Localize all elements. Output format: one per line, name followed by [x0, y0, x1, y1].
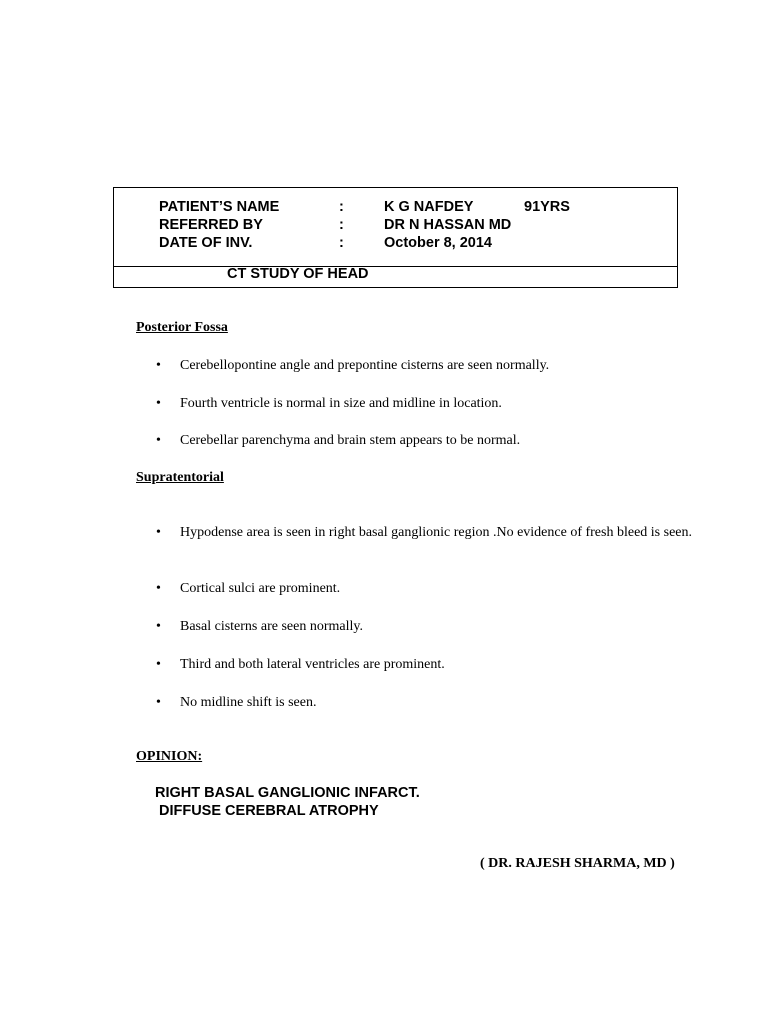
section-heading-posterior-fossa: Posterior Fossa: [136, 320, 228, 335]
radiologist-signature: ( DR. RAJESH SHARMA, MD ): [480, 856, 675, 871]
finding-text: Third and both lateral ventricles are prominent.: [180, 657, 445, 672]
patient-name-colon: :: [339, 199, 344, 215]
patient-name-label: PATIENT’S NAME: [159, 199, 280, 215]
finding-text: Fourth ventricle is normal in size and midline in location.: [180, 396, 502, 411]
bullet-icon: •: [156, 433, 161, 448]
list-item: [156, 524, 716, 542]
list-item: [156, 580, 716, 598]
bullet-icon: •: [156, 695, 161, 710]
finding-text: Basal cisterns are seen normally.: [180, 619, 363, 634]
bullet-icon: •: [156, 396, 161, 411]
list-item: [156, 395, 716, 413]
header-row-patient-name: [114, 198, 677, 216]
finding-text: No midline shift is seen.: [180, 695, 317, 710]
bullet-icon: •: [156, 581, 161, 596]
header-divider: [114, 266, 677, 267]
list-item: [156, 656, 716, 674]
opinion-line: DIFFUSE CEREBRAL ATROPHY: [159, 803, 379, 819]
list-item: [156, 357, 716, 375]
finding-text: Cerebellopontine angle and prepontine cisterns are seen normally.: [180, 358, 550, 373]
bullet-icon: •: [156, 619, 161, 634]
bullet-icon: •: [156, 525, 161, 540]
finding-text: Cortical sulci are prominent.: [180, 581, 341, 596]
referred-by-colon: :: [339, 217, 344, 233]
finding-text: Cerebellar parenchyma and brain stem appears to be normal.: [180, 433, 521, 448]
date-colon: :: [339, 235, 344, 251]
date-label: DATE OF INV.: [159, 235, 253, 251]
date-value: October 8, 2014: [384, 235, 492, 251]
header-row-referred-by: [114, 216, 677, 234]
header-row-date: [114, 234, 677, 252]
patient-name-value: K G NAFDEY: [384, 199, 474, 215]
opinion-line: RIGHT BASAL GANGLIONIC INFARCT.: [155, 785, 420, 801]
bullet-icon: •: [156, 657, 161, 672]
finding-text: Hypodense area is seen in right basal ganglionic region .No evidence of fresh bleed is seen.: [180, 525, 692, 540]
referred-by-label: REFERRED BY: [159, 217, 263, 233]
study-title: CT STUDY OF HEAD: [227, 266, 369, 282]
opinion-heading: OPINION:: [136, 749, 203, 764]
patient-age-value: 91YRS: [524, 199, 570, 215]
section-heading-supratentorial: Supratentorial: [136, 470, 224, 485]
referred-by-value: DR N HASSAN MD: [384, 217, 512, 233]
list-item: [156, 694, 716, 712]
bullet-icon: •: [156, 358, 161, 373]
patient-header-box: [113, 187, 678, 288]
list-item: [156, 618, 716, 636]
list-item: [156, 432, 716, 450]
